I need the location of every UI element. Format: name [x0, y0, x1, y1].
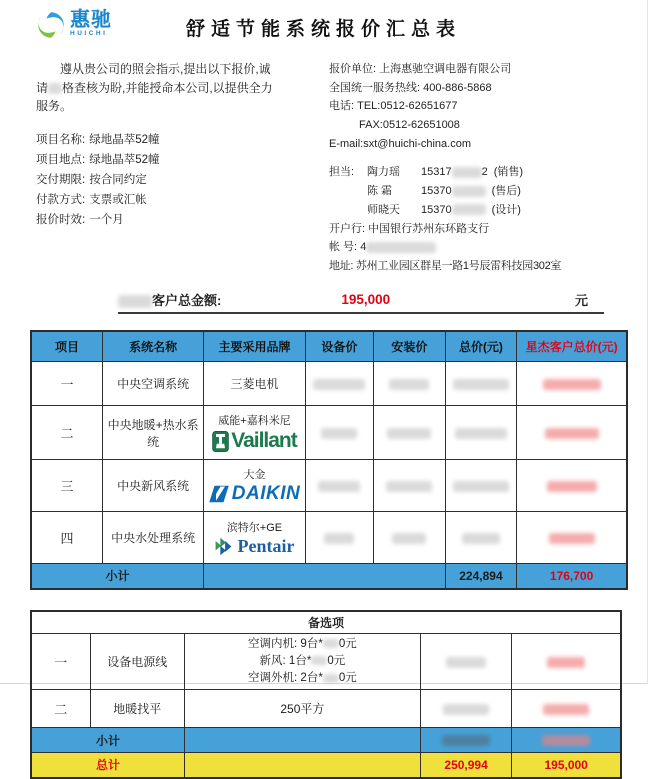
contact-design-row: 师晓天 15370 (设计) — [329, 201, 615, 220]
col-header-total-price: 总价(元) — [445, 331, 517, 362]
document-header — [0, 6, 647, 48]
redacted-cell-red — [517, 460, 627, 512]
option-row-floor-leveling: 二 地暖找平 250平方 — [31, 690, 621, 728]
table-row-water-treatment: 四 中央水处理系统 滨特尔+GE Pentair — [31, 512, 627, 564]
redacted-cell — [420, 728, 511, 753]
redacted-cell — [305, 460, 374, 512]
delivery-term-row: 交付期限: 按合同约定 — [36, 174, 147, 187]
bank-line: 开户行: 中国银行苏州东环路支行 — [329, 222, 490, 235]
phone-partial: 15370 — [421, 201, 486, 220]
contact-sales-row: 担当: 陶力瑶 15317 2 (销售) — [329, 163, 615, 182]
logo-sub-text: HUICHI — [70, 30, 108, 37]
col-header-system: 系统名称 — [103, 331, 204, 362]
redacted-cell-red — [517, 406, 627, 460]
power-cable-description: 空调内机: 9台* 0元 新风: 1台* 0元 空调外机: 2台* 0元 — [248, 637, 357, 685]
options-subtotal-label: 小计 — [31, 728, 184, 753]
grand-total-label: 总计 — [31, 753, 184, 778]
grand-total-customer-value: 195,000 — [512, 753, 621, 778]
col-header-customer-price: 星杰客户总价(元) — [517, 331, 627, 362]
redacted-cell-red — [512, 690, 621, 728]
grand-total-row — [31, 753, 621, 778]
redacted-phone — [452, 167, 482, 178]
redacted-phone — [452, 204, 486, 215]
options-title: 备选项 — [31, 611, 621, 634]
contact-aftersales-row: 陈 霜 15370 (售后) — [329, 182, 615, 201]
table-row-ac: 一 中央空调系统 三菱电机 — [31, 362, 627, 406]
hotline-line: 全国统一服务热线: 400-886-5868 — [329, 81, 492, 94]
intro-line-3: 服务。 — [36, 99, 73, 114]
redacted-cell — [305, 512, 374, 564]
customer-total-line — [118, 290, 604, 314]
redacted-cell-red — [517, 362, 627, 406]
redacted-cell-red — [517, 512, 627, 564]
info-section — [0, 60, 647, 276]
email-line: E-mail:sxt@huichi-china.com — [329, 137, 471, 150]
redacted-price — [323, 639, 339, 648]
col-header-install-price: 安装价 — [374, 331, 446, 362]
redacted-price — [323, 674, 339, 683]
redacted-cell — [445, 460, 517, 512]
col-header-equipment-price: 设备价 — [305, 331, 374, 362]
phone-partial: 15317 2 — [421, 166, 488, 179]
intro-paragraph — [36, 60, 315, 116]
redacted-cell — [305, 406, 374, 460]
fax-line: FAX:0512-62651008 — [359, 119, 460, 132]
option-row-power-cable: 一 设备电源线 空调内机: 9台* 0元 新风: 1台* 0元 空调外机: 2台* 0元 — [31, 634, 621, 690]
redacted-cell-red — [512, 728, 621, 753]
project-location-row: 项目地点: 绿地晶萃52幢 — [36, 153, 160, 166]
project-fields — [36, 130, 315, 231]
phone-partial: 15370 — [421, 182, 486, 201]
grand-total-value: 250,994 — [420, 753, 511, 778]
vendor-line: 报价单位: 上海惠驰空调电器有限公司 — [329, 63, 512, 75]
quotation-table-header — [31, 331, 627, 362]
intro-line-1: 遵从贵公司的照会指示,提出以下报价,诚 — [60, 62, 271, 76]
redacted-cell-red — [512, 634, 621, 690]
contacts-block — [329, 163, 615, 275]
redacted-cell — [374, 460, 446, 512]
redacted-cell — [305, 362, 374, 406]
options-table — [30, 610, 622, 779]
subtotal-total: 224,894 — [445, 564, 517, 589]
redacted-cell — [445, 512, 517, 564]
quotation-table — [30, 330, 628, 590]
intro-line-2: 请 格查核为盼,并能授命本公司,以提供全力 — [36, 80, 273, 95]
brand-vaillant: 威能+嘉科米尼 Vaillant — [204, 412, 304, 453]
tel-line: 电话: TEL:0512-62651677 — [329, 100, 458, 113]
col-header-brand: 主要采用品牌 — [204, 331, 305, 362]
redacted-customer-name — [118, 295, 152, 308]
subtotal-label: 小计 — [31, 564, 204, 589]
options-header-row — [31, 611, 621, 634]
payment-method-row: 付款方式: 支票或汇帐 — [36, 194, 147, 207]
vaillant-wordmark: Vaillant — [231, 429, 297, 453]
page-title: 舒适节能系统报价汇总表 — [185, 19, 461, 40]
pentair-icon — [214, 537, 233, 556]
subtotal-customer-total: 176,700 — [517, 564, 627, 589]
vaillant-icon — [212, 431, 229, 452]
brand-daikin: 大金 DAIKIN — [204, 466, 304, 505]
project-name-row: 项目名称: 绿地晶萃52幢 — [36, 133, 160, 146]
table-row-floor-heating: 二 中央地暖+热水系统 威能+嘉科米尼 Vaillant — [31, 406, 627, 460]
customer-total-label: 客户总金额: — [118, 290, 221, 309]
account-line: 帐 号: 4 — [329, 238, 615, 257]
daikin-icon — [209, 485, 229, 503]
redacted-cell — [420, 690, 511, 728]
redacted-account — [366, 242, 436, 253]
daikin-wordmark: DAIKIN — [231, 483, 301, 505]
logo-brand-text: 惠驰 — [70, 9, 112, 31]
pentair-wordmark: Pentair — [237, 535, 295, 556]
subtotal-row — [31, 564, 627, 589]
col-header-item: 项目 — [31, 331, 103, 362]
redacted-cell — [445, 362, 517, 406]
redacted-cell — [374, 362, 446, 406]
quote-validity-row: 报价时效: 一个月 — [36, 214, 124, 227]
table-row-fresh-air: 三 中央新风系统 大金 DAIKIN — [31, 460, 627, 512]
redacted-price — [311, 656, 327, 665]
options-subtotal-row — [31, 728, 621, 753]
address-line: 地址: 苏州工业园区群星一路1号辰雷科技园302室 — [329, 259, 562, 272]
info-right-column — [315, 60, 615, 276]
redacted-cell — [374, 406, 446, 460]
redacted-text — [48, 83, 62, 94]
redacted-cell — [374, 512, 446, 564]
customer-total-amount: 195,000 — [341, 291, 391, 307]
redacted-cell — [445, 406, 517, 460]
redacted-phone — [452, 186, 486, 197]
brand-pentair: 滨特尔+GE Pentair — [204, 519, 304, 557]
brand-mitsubishi: 三菱电机 — [204, 362, 305, 406]
customer-total-unit: 元 — [574, 292, 588, 308]
info-left-column — [0, 60, 315, 276]
redacted-cell — [420, 634, 511, 690]
